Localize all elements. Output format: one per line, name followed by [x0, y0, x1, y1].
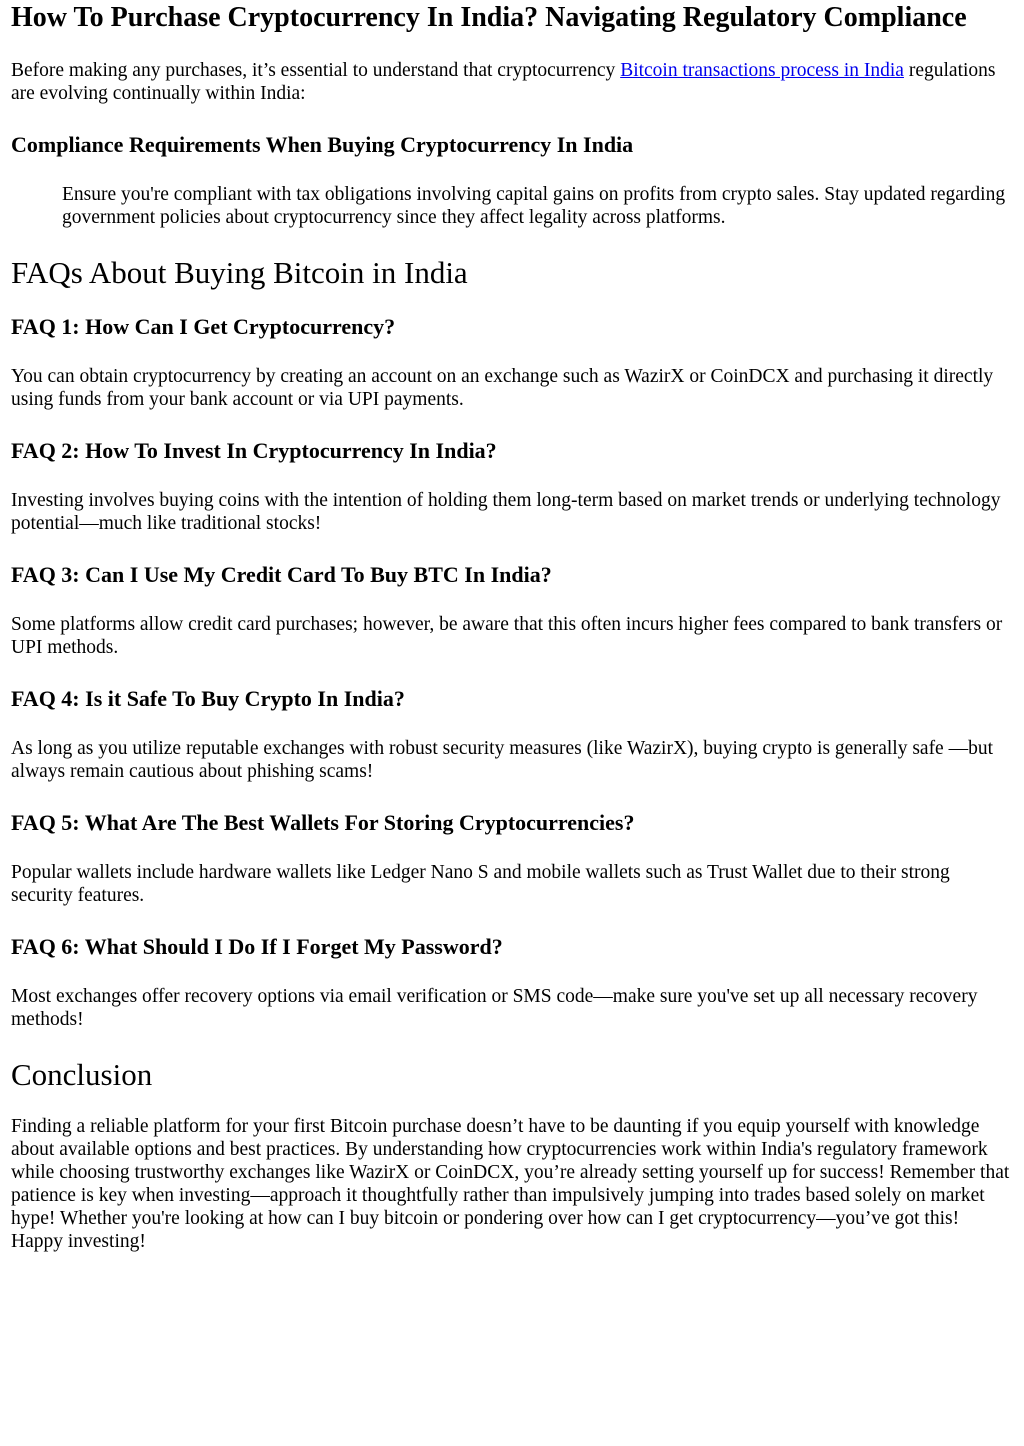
faq-question: FAQ 1: How Can I Get Cryptocurrency? — [11, 314, 396, 339]
faq-answer: Most exchanges offer recovery options via email verification or SMS code—make sure you've set up all necessary recovery methods! — [11, 986, 978, 1030]
conclusion-heading: Conclusion — [11, 1057, 153, 1092]
faq-answer: As long as you utilize reputable exchanges with robust security measures (like WazirX), buying crypto is generally safe —but always remain cautious about phishing scams! — [11, 738, 994, 782]
faq-answer: Some platforms allow credit card purchases; however, be aware that this often incurs higher fees compared to bank transfers or UPI methods. — [11, 614, 1003, 658]
conclusion-paragraph: Finding a reliable platform for your first Bitcoin purchase doesn’t have to be daunting if you equip yourself with knowledge about available options and best practices. By understanding how cryptocurrencies work within India's regulatory framework while choosing trustworthy exchanges like WazirX or CoinDCX, you’re already setting yourself up for success! Remember that patience is key when investing—approach it thoughtfully rather than impulsively jumping into trades based solely on market hype! Whether you're looking at how can I buy bitcoin or pondering over how can I get cryptocurrency—you’ve got this! Happy investing! — [11, 1116, 1010, 1252]
faq-question: FAQ 2: How To Invest In Cryptocurrency In India? — [11, 438, 497, 463]
compliance-heading: Compliance Requirements When Buying Cryptocurrency In India — [11, 132, 634, 157]
faq-question: FAQ 3: Can I Use My Credit Card To Buy BTC In India? — [11, 562, 552, 587]
compliance-quote: Ensure you're compliant with tax obligations involving capital gains on profits from crypto sales. Stay updated regarding government policies about cryptocurrency since they affect legality across platforms. — [62, 184, 1006, 228]
faq-question: FAQ 6: What Should I Do If I Forget My Password? — [11, 934, 503, 959]
bitcoin-transactions-link[interactable]: Bitcoin transactions process in India — [620, 60, 904, 81]
faq-question: FAQ 4: Is it Safe To Buy Crypto In India? — [11, 686, 405, 711]
intro-paragraph — [11, 59, 1012, 105]
faq-answer: Popular wallets include hardware wallets like Ledger Nano S and mobile wallets such as Trust Wallet due to their strong security features. — [11, 862, 950, 906]
faq-question: FAQ 5: What Are The Best Wallets For Storing Cryptocurrencies? — [11, 810, 635, 835]
faq-answer: Investing involves buying coins with the intention of holding them long-term based on market trends or underlying technology potential—much like traditional stocks! — [11, 490, 1001, 534]
page-title: How To Purchase Cryptocurrency In India? Navigating Regulatory Compliance — [11, 2, 967, 33]
intro-text-before-link: Before making any purchases, it’s essential to understand that cryptocurrency — [11, 60, 621, 81]
faqs-heading: FAQs About Buying Bitcoin in India — [11, 255, 468, 290]
intro-text-after-link: regulations are evolving continually within India: — [11, 60, 996, 104]
faq-answer: You can obtain cryptocurrency by creating an account on an exchange such as WazirX or CoinDCX and purchasing it directly using funds from your bank account or via UPI payments. — [11, 366, 994, 410]
